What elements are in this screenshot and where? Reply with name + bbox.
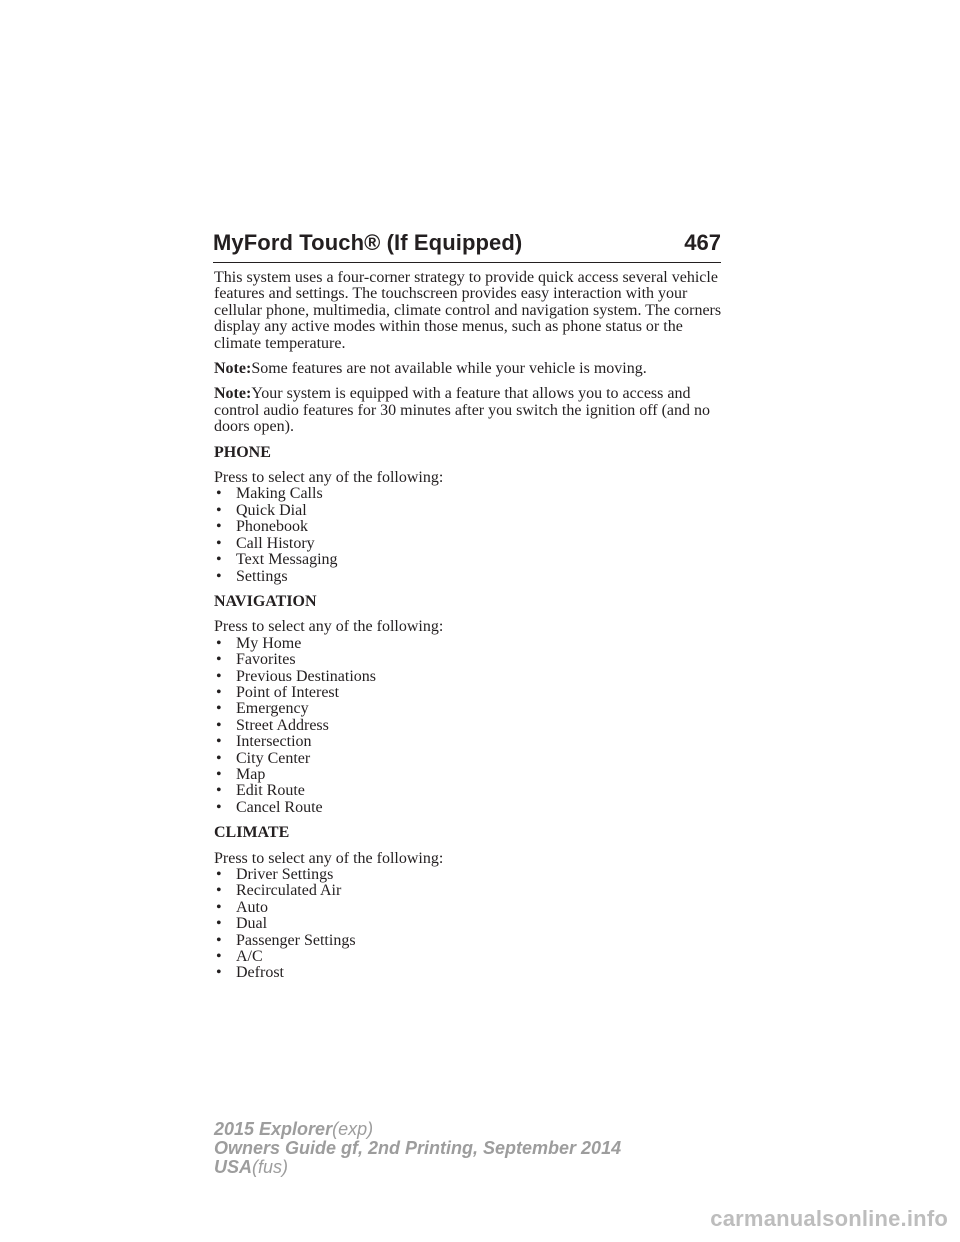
- footer-market: USA: [214, 1157, 253, 1177]
- page-header: [213, 228, 721, 263]
- list-item-text: Settings: [236, 567, 288, 585]
- bullet-icon: •: [216, 567, 222, 585]
- list-item-text: Emergency: [236, 700, 309, 718]
- footer-line-market: [214, 1158, 621, 1177]
- list-item-text: Point of Interest: [236, 683, 340, 701]
- list-item-text: Map: [236, 765, 266, 783]
- list-item: [214, 867, 724, 883]
- list-item: [214, 701, 724, 717]
- note-text: Some features are not available while your vehicle is moving.: [251, 360, 647, 378]
- note-text: Your system is equipped with a feature that allows you to access and control audio features for 30 minutes after you switch the ignition off (and no doors open).: [214, 385, 711, 436]
- bullet-icon: •: [216, 651, 222, 669]
- list-item-text: Previous Destinations: [236, 667, 376, 685]
- list-item: [214, 933, 724, 949]
- list-item: [214, 569, 724, 585]
- list-item-text: Passenger Settings: [236, 931, 356, 949]
- bullet-icon: •: [216, 915, 222, 933]
- list-item: [214, 519, 724, 535]
- document-footer: [214, 1120, 621, 1177]
- list-item: [214, 916, 724, 932]
- list-item-text: Recirculated Air: [236, 882, 342, 900]
- bullet-icon: •: [216, 485, 222, 503]
- list-item-text: Call History: [236, 534, 315, 552]
- page-title: MyFord Touch® (If Equipped): [213, 230, 523, 255]
- list-item: [214, 536, 724, 552]
- list-item-text: A/C: [236, 948, 263, 966]
- footer-market-code: (fus): [252, 1157, 289, 1177]
- bullet-icon: •: [216, 534, 222, 552]
- list-item-text: Favorites: [236, 651, 296, 669]
- list-item: [214, 718, 724, 734]
- footer-model: 2015 Explorer: [214, 1119, 333, 1139]
- list-item: [214, 734, 724, 750]
- bullet-icon: •: [216, 798, 222, 816]
- bullet-icon: •: [216, 733, 222, 751]
- list-item: [214, 783, 724, 799]
- list-lead: Press to select any of the following:: [214, 849, 444, 867]
- bullet-icon: •: [216, 700, 222, 718]
- footer-line-printing: Owners Guide gf, 2nd Printing, September 2014: [214, 1138, 622, 1158]
- list-item-text: Cancel Route: [236, 798, 323, 816]
- bullet-icon: •: [216, 634, 222, 652]
- bullet-icon: •: [216, 667, 222, 685]
- bullet-icon: •: [216, 882, 222, 900]
- list-item: [214, 685, 724, 701]
- watermark: carmanualsonline.info: [710, 1206, 948, 1231]
- note-label: Note:: [214, 385, 252, 403]
- bullet-list: [214, 636, 724, 816]
- list-item-text: Text Messaging: [236, 551, 338, 569]
- list-item: [214, 900, 724, 916]
- bullet-icon: •: [216, 501, 222, 519]
- list-item: [214, 486, 724, 502]
- list-item-text: City Center: [236, 749, 311, 767]
- list-item-text: Phonebook: [236, 518, 308, 536]
- list-lead: Press to select any of the following:: [214, 618, 444, 636]
- list-item-text: Making Calls: [236, 485, 323, 503]
- list-item: [214, 503, 724, 519]
- list-lead: Press to select any of the following:: [214, 469, 444, 487]
- bullet-icon: •: [216, 948, 222, 966]
- bullet-icon: •: [216, 782, 222, 800]
- bullet-icon: •: [216, 518, 222, 536]
- list-item-text: Quick Dial: [236, 501, 307, 519]
- list-item: [214, 652, 724, 668]
- list-item-text: Street Address: [236, 716, 329, 734]
- note-paragraph: [214, 386, 724, 435]
- bullet-icon: •: [216, 866, 222, 883]
- footer-line-model: [214, 1120, 621, 1139]
- list-item: [214, 751, 724, 767]
- list-item-text: Dual: [236, 915, 268, 933]
- note-paragraph: [214, 361, 724, 377]
- section-heading: CLIMATE: [214, 824, 290, 842]
- bullet-icon: •: [216, 765, 222, 783]
- footer-model-code: (exp): [332, 1119, 374, 1139]
- bullet-icon: •: [216, 898, 222, 916]
- bullet-list: [214, 867, 724, 982]
- page-number: 467: [684, 230, 721, 255]
- list-item: [214, 767, 724, 783]
- bullet-icon: •: [216, 964, 222, 982]
- bullet-icon: •: [216, 931, 222, 949]
- list-item: [214, 949, 724, 965]
- list-item: [214, 965, 724, 981]
- list-item: [214, 800, 724, 816]
- bullet-list: [214, 486, 724, 584]
- page-content: [214, 270, 724, 991]
- list-item-text: Defrost: [236, 964, 284, 982]
- section-heading: PHONE: [214, 443, 271, 461]
- list-item-text: Intersection: [236, 733, 312, 751]
- list-item-text: Edit Route: [236, 782, 305, 800]
- bullet-icon: •: [216, 683, 222, 701]
- list-item-text: My Home: [236, 634, 302, 652]
- sections-container: [214, 445, 724, 982]
- bullet-icon: •: [216, 716, 222, 734]
- list-item: [214, 669, 724, 685]
- list-item: [214, 636, 724, 652]
- list-item: [214, 883, 724, 899]
- list-item-text: Auto: [236, 898, 268, 916]
- intro-paragraph: This system uses a four-corner strategy to provide quick access several vehicle features and settings. The touchscreen provides easy interaction with your cellular phone, multimedia, climate control and navigation system. The corners display any active modes within those menus, such as phone status or the climate temperature.: [214, 269, 722, 352]
- note-label: Note:: [214, 360, 252, 378]
- list-item: [214, 552, 724, 568]
- list-item-text: Driver Settings: [236, 866, 334, 883]
- bullet-icon: •: [216, 551, 222, 569]
- section-heading: NAVIGATION: [214, 592, 317, 610]
- bullet-icon: •: [216, 749, 222, 767]
